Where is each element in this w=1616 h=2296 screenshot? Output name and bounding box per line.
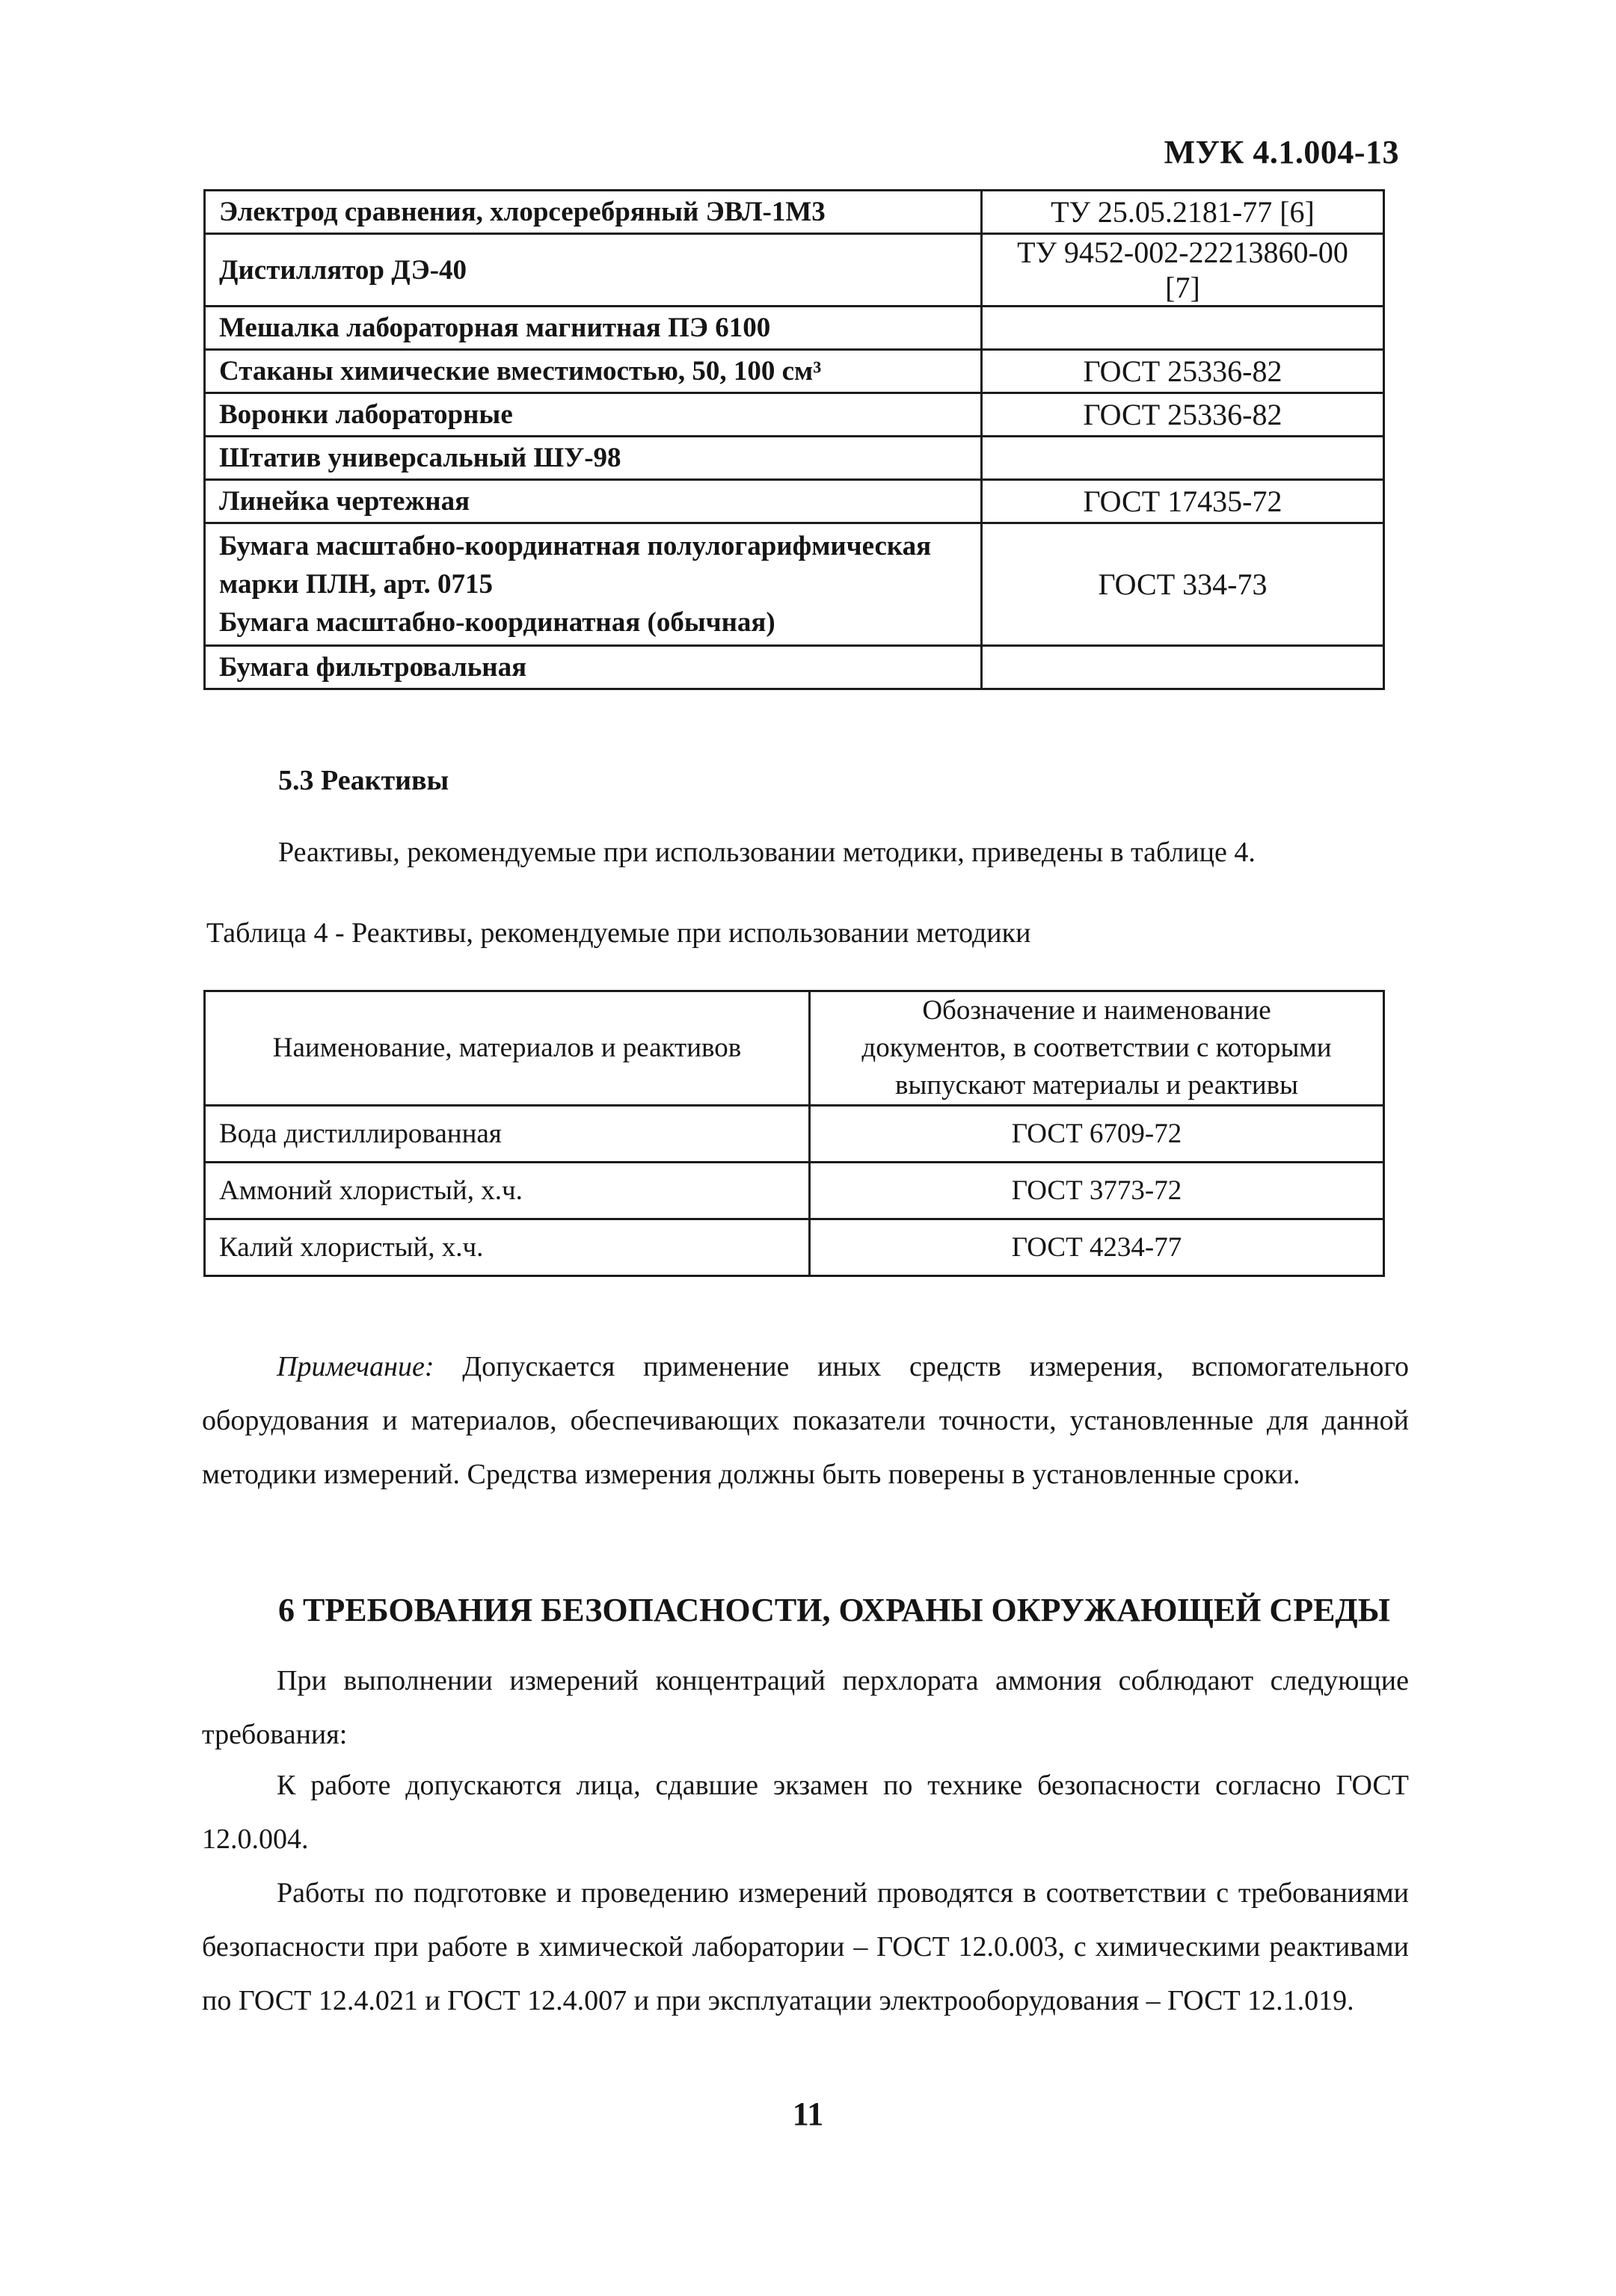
- table-row: [205, 393, 1384, 437]
- reagents-table: [203, 990, 1385, 1277]
- note-label: Примечание:: [277, 1351, 434, 1382]
- column-header-line: документов, в соответствии с которыми: [861, 1032, 1332, 1063]
- table-row: [205, 523, 1384, 646]
- reagent-doc: ГОСТ 4234-77: [810, 1219, 1384, 1276]
- equipment-doc: [982, 437, 1384, 480]
- equipment-name: Стаканы химические вместимостью, 50, 100 см³: [205, 350, 982, 393]
- reagent-doc: ГОСТ 3773-72: [810, 1163, 1384, 1219]
- section-heading: 6 ТРЕБОВАНИЯ БЕЗОПАСНОСТИ, ОХРАНЫ ОКРУЖАЮЩЕЙ СРЕДЫ: [278, 1592, 1390, 1628]
- equipment-name-line: Бумага масштабно-координатная (обычная): [219, 607, 775, 638]
- table-row: [205, 350, 1384, 393]
- equipment-doc: [982, 307, 1384, 350]
- equipment-name-line: марки ПЛН, арт. 0715: [219, 569, 494, 600]
- page-number: 11: [792, 2096, 824, 2132]
- table-row: [205, 1163, 1384, 1219]
- equipment-doc: [982, 646, 1384, 689]
- equipment-name: Линейка чертежная: [205, 480, 982, 523]
- table-row: [205, 437, 1384, 480]
- paragraph: Реактивы, рекомендуемые при использовании методики, приведены в таблице 4.: [278, 837, 1256, 868]
- column-header-line: выпускают материалы и реактивы: [895, 1070, 1298, 1101]
- equipment-name-line: Бумага масштабно-координатная полулогарифмическая: [219, 531, 932, 561]
- table-row: [205, 646, 1384, 689]
- column-header-line: Обозначение и наименование: [922, 995, 1271, 1026]
- section-title: 5.3 Реактивы: [278, 765, 449, 796]
- equipment-name: Дистиллятор ДЭ-40: [205, 234, 982, 307]
- table-row: [205, 191, 1384, 234]
- note-text: Допускается применение иных средств измерения, вспомогательного оборудования и материалов, обеспечивающих показатели точности, установленные для данной методики измерений. Средства измерения должны быть поверены в установленные сроки.: [202, 1351, 1409, 1490]
- equipment-name: Мешалка лабораторная магнитная ПЭ 6100: [205, 307, 982, 350]
- equipment-name: Воронки лабораторные: [205, 393, 982, 437]
- table-header-row: [205, 991, 1384, 1106]
- paragraph: К работе допускаются лица, сдавшие экзамен по технике безопасности согласно ГОСТ 12.0.004.: [202, 1770, 1409, 1855]
- equipment-doc: ТУ 25.05.2181-77 [6]: [982, 191, 1384, 234]
- equipment-doc: ГОСТ 25336-82: [982, 350, 1384, 393]
- reagent-doc: ГОСТ 6709-72: [810, 1106, 1384, 1163]
- table-row: [205, 1106, 1384, 1163]
- note-paragraph: [202, 1340, 1409, 1501]
- reagent-name: Аммоний хлористый, х.ч.: [205, 1163, 810, 1219]
- table-row: [205, 307, 1384, 350]
- document-code: МУК 4.1.004-13: [1164, 134, 1399, 170]
- equipment-doc: ГОСТ 25336-82: [982, 393, 1384, 437]
- table-caption: Таблица 4 - Реактивы, рекомендуемые при использовании методики: [206, 917, 1031, 949]
- equipment-name: Электрод сравнения, хлорсеребряный ЭВЛ-1М3: [205, 191, 982, 234]
- column-header: Наименование, материалов и реактивов: [205, 991, 810, 1106]
- paragraph: При выполнении измерений концентраций перхлората аммония соблюдают следующие требования:: [202, 1665, 1409, 1750]
- reagent-name: Вода дистиллированная: [205, 1106, 810, 1163]
- equipment-doc: ГОСТ 334-73: [982, 523, 1384, 646]
- equipment-doc: ТУ 9452-002-22213860-00 [7]: [982, 234, 1384, 307]
- reagent-name: Калий хлористый, х.ч.: [205, 1219, 810, 1276]
- table-row: [205, 480, 1384, 523]
- equipment-name: Штатив универсальный ШУ-98: [205, 437, 982, 480]
- column-header: [810, 991, 1384, 1106]
- table-row: [205, 1219, 1384, 1276]
- equipment-table: [203, 189, 1385, 690]
- table-row: [205, 234, 1384, 307]
- equipment-doc: ГОСТ 17435-72: [982, 480, 1384, 523]
- equipment-name: Бумага фильтровальная: [205, 646, 982, 689]
- paragraph: Работы по подготовке и проведению измерений проводятся в соответствии с требованиями безопасности при работе в химической лаборатории – ГОСТ 12.0.003, с химическими реактивами по ГОСТ 12.4.021 и ГОСТ 12.4.007 и при эксплуатации электрооборудования – ГОСТ 12.1.019.: [202, 1877, 1409, 2016]
- equipment-name-multiline: [205, 523, 982, 646]
